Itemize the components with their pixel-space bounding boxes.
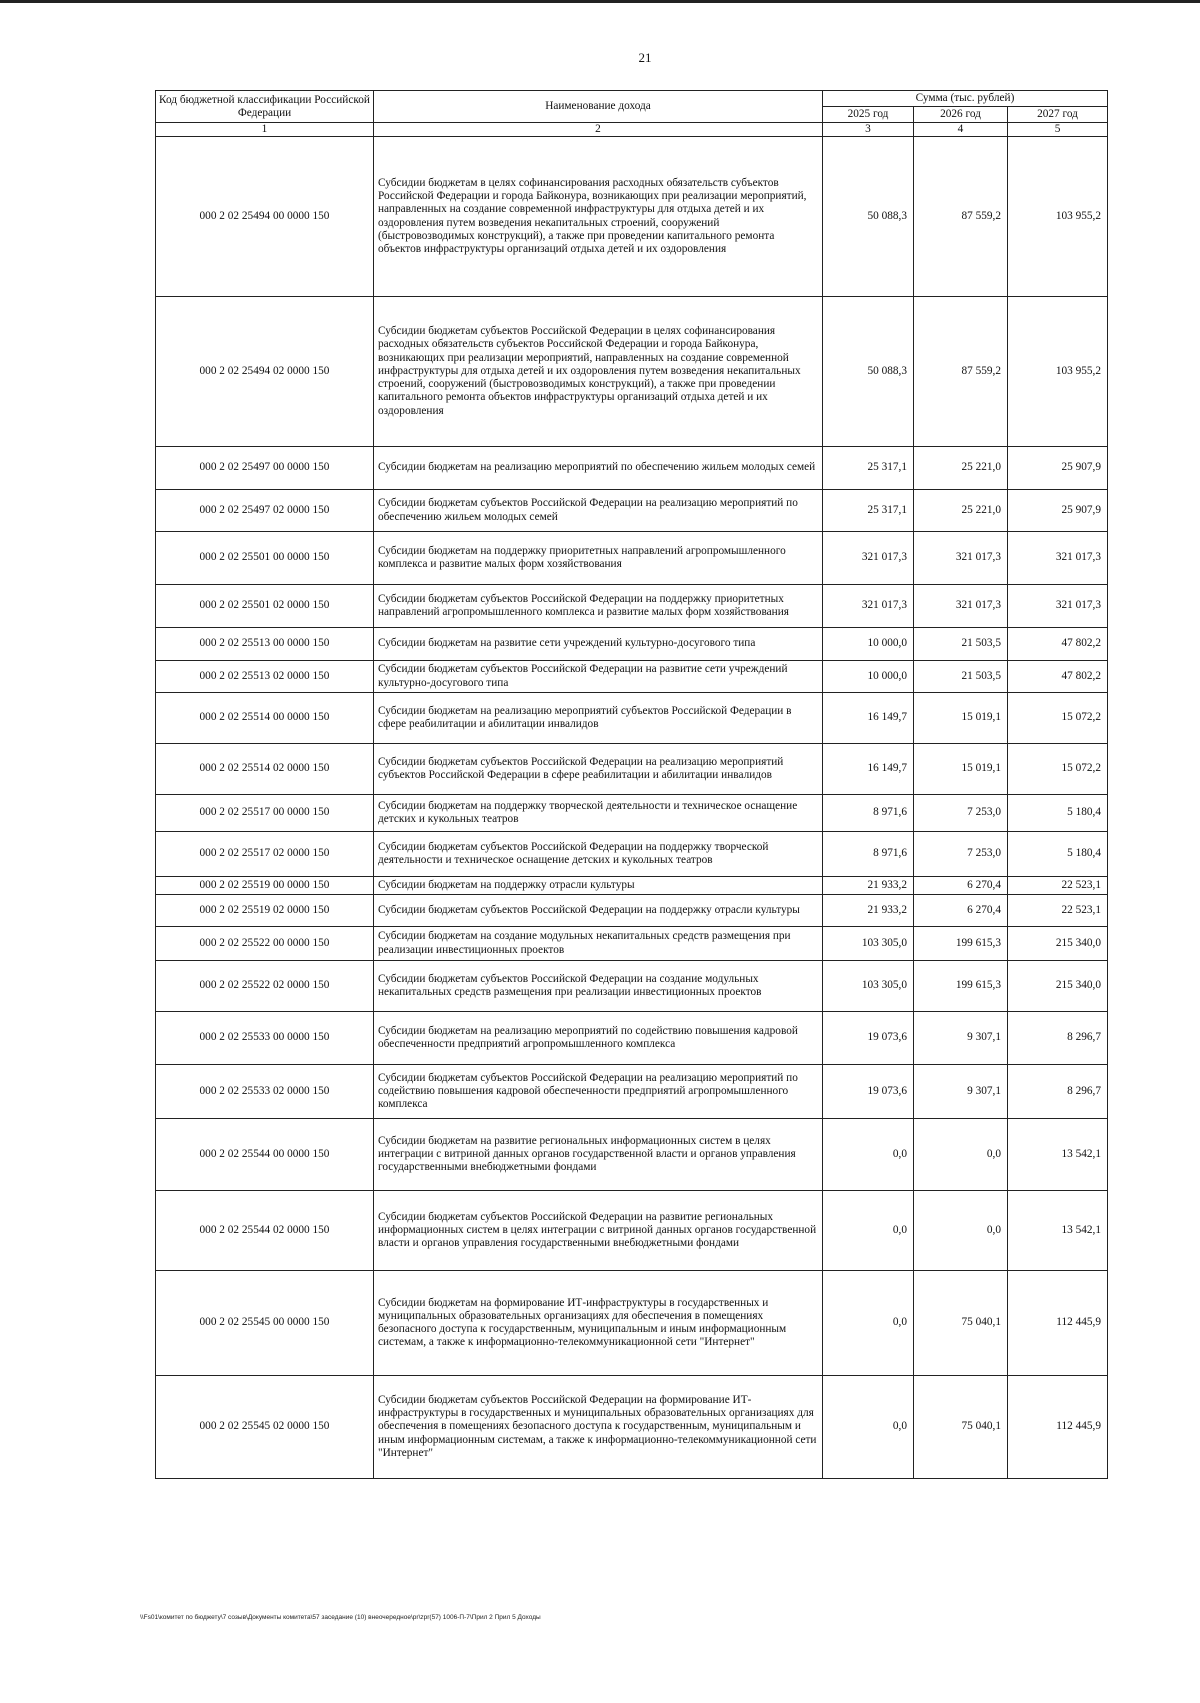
revenue-name-cell: Субсидии бюджетам на создание модульных некапитальных средств размещения при реализации инвестиционных проектов <box>374 927 823 961</box>
amount-2025-cell: 21 933,2 <box>823 895 914 927</box>
amount-2026-cell: 0,0 <box>914 1191 1008 1271</box>
revenue-name-cell: Субсидии бюджетам на поддержку отрасли культуры <box>374 877 823 895</box>
amount-2026-cell: 0,0 <box>914 1119 1008 1191</box>
table-row <box>156 1012 1108 1065</box>
table-row <box>156 628 1108 661</box>
amount-2027-cell: 215 340,0 <box>1008 927 1108 961</box>
budget-code-cell: 000 2 02 25522 00 0000 150 <box>156 927 374 961</box>
budget-code-cell: 000 2 02 25514 00 0000 150 <box>156 693 374 744</box>
table-row <box>156 297 1108 447</box>
amount-2027-cell: 321 017,3 <box>1008 532 1108 585</box>
amount-2027-cell: 112 445,9 <box>1008 1271 1108 1376</box>
header-name: Наименование дохода <box>374 91 823 123</box>
budget-code-cell: 000 2 02 25501 02 0000 150 <box>156 585 374 628</box>
amount-2026-cell: 87 559,2 <box>914 297 1008 447</box>
budget-code-cell: 000 2 02 25513 02 0000 150 <box>156 661 374 693</box>
column-number: 3 <box>823 123 914 137</box>
amount-2027-cell: 103 955,2 <box>1008 297 1108 447</box>
header-year-2026: 2026 год <box>914 107 1008 123</box>
amount-2026-cell: 6 270,4 <box>914 877 1008 895</box>
table-row <box>156 585 1108 628</box>
budget-code-cell: 000 2 02 25544 00 0000 150 <box>156 1119 374 1191</box>
amount-2026-cell: 25 221,0 <box>914 490 1008 532</box>
scan-top-edge <box>0 0 1200 3</box>
amount-2025-cell: 321 017,3 <box>823 532 914 585</box>
amount-2026-cell: 15 019,1 <box>914 744 1008 795</box>
amount-2027-cell: 22 523,1 <box>1008 895 1108 927</box>
amount-2026-cell: 9 307,1 <box>914 1012 1008 1065</box>
budget-code-cell: 000 2 02 25501 00 0000 150 <box>156 532 374 585</box>
revenue-name-cell: Субсидии бюджетам на развитие сети учреждений культурно-досугового типа <box>374 628 823 661</box>
amount-2025-cell: 0,0 <box>823 1119 914 1191</box>
amount-2026-cell: 321 017,3 <box>914 585 1008 628</box>
column-number: 5 <box>1008 123 1108 137</box>
amount-2027-cell: 112 445,9 <box>1008 1376 1108 1479</box>
revenue-name-cell: Субсидии бюджетам субъектов Российской Федерации на поддержку творческой деятельности и техническое оснащение детских и кукольных театров <box>374 832 823 877</box>
amount-2025-cell: 321 017,3 <box>823 585 914 628</box>
budget-code-cell: 000 2 02 25514 02 0000 150 <box>156 744 374 795</box>
budget-code-cell: 000 2 02 25513 00 0000 150 <box>156 628 374 661</box>
revenue-name-cell: Субсидии бюджетам субъектов Российской Федерации на развитие сети учреждений культурно-досугового типа <box>374 661 823 693</box>
amount-2025-cell: 10 000,0 <box>823 661 914 693</box>
amount-2026-cell: 199 615,3 <box>914 927 1008 961</box>
page-number: 21 <box>638 50 652 65</box>
amount-2027-cell: 8 296,7 <box>1008 1012 1108 1065</box>
header-sum: Сумма (тыс. рублей) <box>823 91 1108 107</box>
amount-2025-cell: 19 073,6 <box>823 1012 914 1065</box>
revenue-name-cell: Субсидии бюджетам субъектов Российской Федерации на поддержку приоритетных направлений агропромышленного комплекса и развитие малых форм хозяйствования <box>374 585 823 628</box>
revenue-name-cell: Субсидии бюджетам субъектов Российской Федерации на создание модульных некапитальных средств размещения при реализации инвестиционных проектов <box>374 961 823 1012</box>
amount-2026-cell: 9 307,1 <box>914 1065 1008 1119</box>
amount-2027-cell: 15 072,2 <box>1008 693 1108 744</box>
amount-2027-cell: 103 955,2 <box>1008 137 1108 297</box>
revenue-name-cell: Субсидии бюджетам на поддержку творческой деятельности и техническое оснащение детских и кукольных театров <box>374 795 823 832</box>
amount-2027-cell: 47 802,2 <box>1008 661 1108 693</box>
table-row <box>156 1065 1108 1119</box>
amount-2026-cell: 15 019,1 <box>914 693 1008 744</box>
revenue-name-cell: Субсидии бюджетам в целях софинансирования расходных обязательств субъектов Российской Федерации и города Байконура, возникающих при реализации мероприятий, направленных на создание современной инфраструктуры для отдыха детей и их оздоровления путем возведения некапитальных строений, сооружений (быстровозводимых конструкций), а также при проведении капитального ремонта объектов инфраструктуры организаций отдыха детей и их оздоровления <box>374 137 823 297</box>
table-row <box>156 447 1108 490</box>
budget-code-cell: 000 2 02 25545 00 0000 150 <box>156 1271 374 1376</box>
amount-2025-cell: 0,0 <box>823 1271 914 1376</box>
amount-2025-cell: 10 000,0 <box>823 628 914 661</box>
revenue-table <box>155 90 1108 1479</box>
revenue-name-cell: Субсидии бюджетам субъектов Российской Федерации в целях софинансирования расходных обязательств субъектов Российской Федерации и города Байконура, возникающих при реализации мероприятий, направленных на создание современной инфраструктуры для отдыха детей и их оздоровления путем возведения некапитальных строений, сооружений (быстровозводимых конструкций), а также при проведении капитального ремонта объектов инфраструктуры организаций отдыха детей и их оздоровления <box>374 297 823 447</box>
amount-2026-cell: 25 221,0 <box>914 447 1008 490</box>
amount-2025-cell: 25 317,1 <box>823 490 914 532</box>
table-row <box>156 1191 1108 1271</box>
amount-2027-cell: 22 523,1 <box>1008 877 1108 895</box>
table-row <box>156 1119 1108 1191</box>
revenue-name-cell: Субсидии бюджетам субъектов Российской Федерации на реализацию мероприятий субъектов Российской Федерации в сфере реабилитации и абилитации инвалидов <box>374 744 823 795</box>
amount-2027-cell: 25 907,9 <box>1008 490 1108 532</box>
column-number: 1 <box>156 123 374 137</box>
amount-2025-cell: 16 149,7 <box>823 693 914 744</box>
header-year-2027: 2027 год <box>1008 107 1108 123</box>
table-header <box>156 91 1108 137</box>
amount-2025-cell: 25 317,1 <box>823 447 914 490</box>
amount-2025-cell: 19 073,6 <box>823 1065 914 1119</box>
budget-code-cell: 000 2 02 25533 02 0000 150 <box>156 1065 374 1119</box>
budget-code-cell: 000 2 02 25497 00 0000 150 <box>156 447 374 490</box>
amount-2025-cell: 50 088,3 <box>823 297 914 447</box>
amount-2026-cell: 21 503,5 <box>914 628 1008 661</box>
budget-code-cell: 000 2 02 25517 02 0000 150 <box>156 832 374 877</box>
revenue-name-cell: Субсидии бюджетам на развитие региональных информационных систем в целях интеграции с витриной данных органов государственной власти и органов управления государственными внебюджетными фондами <box>374 1119 823 1191</box>
table-row <box>156 1376 1108 1479</box>
amount-2027-cell: 321 017,3 <box>1008 585 1108 628</box>
table-row <box>156 832 1108 877</box>
amount-2026-cell: 87 559,2 <box>914 137 1008 297</box>
table-body <box>156 137 1108 1479</box>
amount-2026-cell: 75 040,1 <box>914 1376 1008 1479</box>
table-row <box>156 795 1108 832</box>
amount-2025-cell: 8 971,6 <box>823 795 914 832</box>
budget-code-cell: 000 2 02 25517 00 0000 150 <box>156 795 374 832</box>
table-row <box>156 661 1108 693</box>
column-number: 4 <box>914 123 1008 137</box>
amount-2027-cell: 215 340,0 <box>1008 961 1108 1012</box>
amount-2025-cell: 0,0 <box>823 1376 914 1479</box>
amount-2025-cell: 50 088,3 <box>823 137 914 297</box>
table-row <box>156 532 1108 585</box>
amount-2026-cell: 75 040,1 <box>914 1271 1008 1376</box>
budget-code-cell: 000 2 02 25522 02 0000 150 <box>156 961 374 1012</box>
column-number-row <box>156 123 1108 137</box>
table-row <box>156 877 1108 895</box>
amount-2025-cell: 0,0 <box>823 1191 914 1271</box>
amount-2027-cell: 47 802,2 <box>1008 628 1108 661</box>
amount-2026-cell: 7 253,0 <box>914 832 1008 877</box>
budget-code-cell: 000 2 02 25519 00 0000 150 <box>156 877 374 895</box>
revenue-name-cell: Субсидии бюджетам субъектов Российской Федерации на формирование ИТ-инфраструктуры в государственных и муниципальных образовательных организациях для обеспечения в помещениях безопасного доступа к государственным, муниципальным и иным информационным системам, а также к информационно-телекоммуникационной сети "Интернет" <box>374 1376 823 1479</box>
amount-2026-cell: 6 270,4 <box>914 895 1008 927</box>
footer-file-path: \\Fs01\комитет по бюджету\7 созыв\Документы комитета\57 заседание (10) внеочередное\pr\zpr(57) 1006-П-7\Прил 2 Прил 5 Доходы <box>140 1614 541 1621</box>
table-row <box>156 744 1108 795</box>
revenue-name-cell: Субсидии бюджетам на реализацию мероприятий субъектов Российской Федерации в сфере реабилитации и абилитации инвалидов <box>374 693 823 744</box>
budget-code-cell: 000 2 02 25545 02 0000 150 <box>156 1376 374 1479</box>
amount-2027-cell: 25 907,9 <box>1008 447 1108 490</box>
amount-2027-cell: 13 542,1 <box>1008 1191 1108 1271</box>
amount-2025-cell: 103 305,0 <box>823 927 914 961</box>
table-row <box>156 490 1108 532</box>
budget-code-cell: 000 2 02 25497 02 0000 150 <box>156 490 374 532</box>
revenue-name-cell: Субсидии бюджетам субъектов Российской Федерации на поддержку отрасли культуры <box>374 895 823 927</box>
amount-2026-cell: 321 017,3 <box>914 532 1008 585</box>
budget-code-cell: 000 2 02 25494 00 0000 150 <box>156 137 374 297</box>
amount-2027-cell: 15 072,2 <box>1008 744 1108 795</box>
amount-2027-cell: 13 542,1 <box>1008 1119 1108 1191</box>
amount-2026-cell: 199 615,3 <box>914 961 1008 1012</box>
table-row <box>156 927 1108 961</box>
revenue-name-cell: Субсидии бюджетам на поддержку приоритетных направлений агропромышленного комплекса и развитие малых форм хозяйствования <box>374 532 823 585</box>
revenue-name-cell: Субсидии бюджетам на формирование ИТ-инфраструктуры в государственных и муниципальных образовательных организациях для обеспечения в помещениях безопасного доступа к государственным, муниципальным и иным информационным системам, а также к информационно-телекоммуникационной сети "Интернет" <box>374 1271 823 1376</box>
table-row <box>156 693 1108 744</box>
amount-2027-cell: 5 180,4 <box>1008 832 1108 877</box>
revenue-name-cell: Субсидии бюджетам на реализацию мероприятий по обеспечению жильем молодых семей <box>374 447 823 490</box>
budget-code-cell: 000 2 02 25544 02 0000 150 <box>156 1191 374 1271</box>
table-row <box>156 137 1108 297</box>
amount-2025-cell: 16 149,7 <box>823 744 914 795</box>
revenue-name-cell: Субсидии бюджетам на реализацию мероприятий по содействию повышения кадровой обеспеченности предприятий агропромышленного комплекса <box>374 1012 823 1065</box>
header-code: Код бюджетной классификации Российской Федерации <box>156 91 374 123</box>
budget-code-cell: 000 2 02 25533 00 0000 150 <box>156 1012 374 1065</box>
page-number-container <box>0 50 1200 66</box>
amount-2025-cell: 21 933,2 <box>823 877 914 895</box>
revenue-name-cell: Субсидии бюджетам субъектов Российской Федерации на развитие региональных информационных систем в целях интеграции с витриной данных органов государственной власти и органов управления государственными внебюджетными фондами <box>374 1191 823 1271</box>
amount-2026-cell: 21 503,5 <box>914 661 1008 693</box>
amount-2025-cell: 8 971,6 <box>823 832 914 877</box>
amount-2027-cell: 8 296,7 <box>1008 1065 1108 1119</box>
amount-2026-cell: 7 253,0 <box>914 795 1008 832</box>
revenue-name-cell: Субсидии бюджетам субъектов Российской Федерации на реализацию мероприятий по обеспечению жильем молодых семей <box>374 490 823 532</box>
budget-code-cell: 000 2 02 25519 02 0000 150 <box>156 895 374 927</box>
table-row <box>156 1271 1108 1376</box>
table-row <box>156 961 1108 1012</box>
column-number: 2 <box>374 123 823 137</box>
header-year-2025: 2025 год <box>823 107 914 123</box>
revenue-name-cell: Субсидии бюджетам субъектов Российской Федерации на реализацию мероприятий по содействию повышения кадровой обеспеченности предприятий агропромышленного комплекса <box>374 1065 823 1119</box>
amount-2027-cell: 5 180,4 <box>1008 795 1108 832</box>
amount-2025-cell: 103 305,0 <box>823 961 914 1012</box>
budget-code-cell: 000 2 02 25494 02 0000 150 <box>156 297 374 447</box>
table-row <box>156 895 1108 927</box>
